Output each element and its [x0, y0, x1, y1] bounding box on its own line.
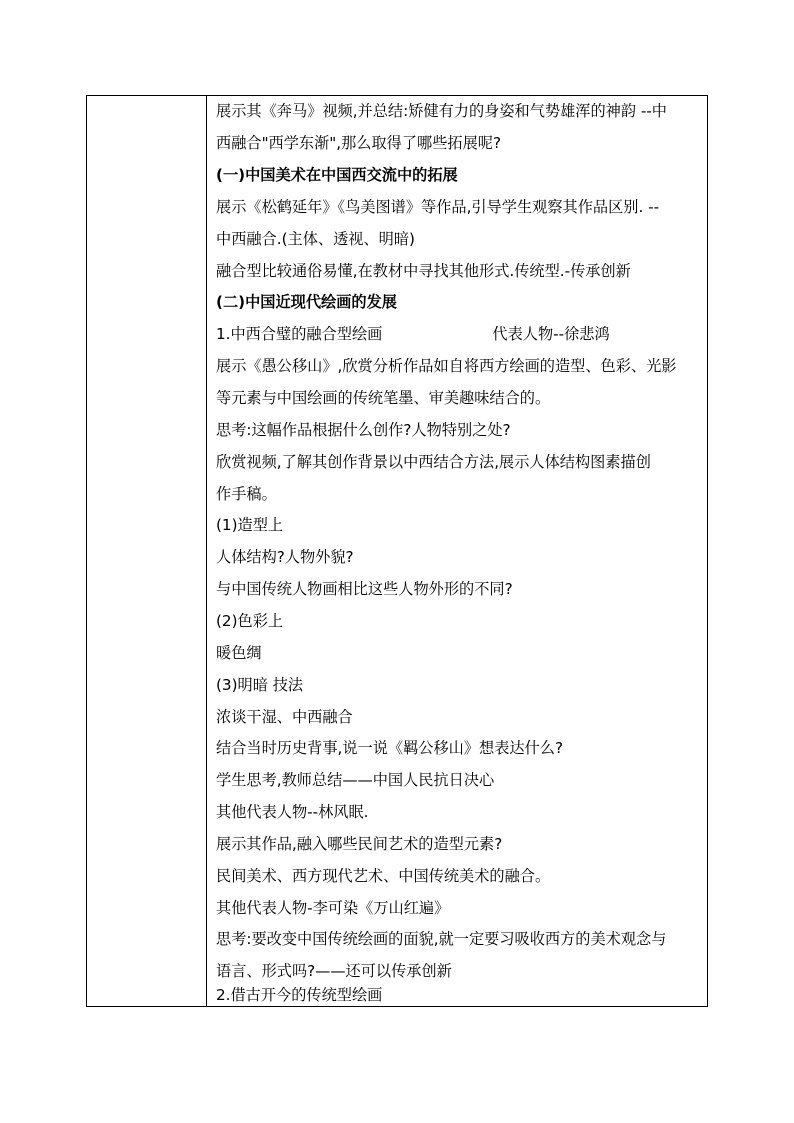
text-line: 语言、形式吗?——还可以传承创新: [216, 962, 452, 980]
text-line: (1)造型上: [216, 516, 284, 534]
text-line: 人体结构?人物外貌?: [216, 548, 354, 566]
text-line: 其他代表人物--林风眠.: [216, 803, 369, 821]
text-line: 思考:要改变中国传统绘画的面貌,就一定要习吸收西方的美术观念与: [216, 930, 667, 948]
right-column-cell: [207, 96, 707, 1006]
text-line: 浓谈干湿、中西融合: [216, 708, 353, 726]
text-line: 西融合"西学东渐",那么取得了哪些拓展呢?: [216, 134, 502, 152]
text-line: 等元素与中国绘画的传统笔墨、审美趣味结合的。: [216, 389, 551, 407]
text-line: 暖色绸: [216, 644, 262, 662]
text-line: 作手稿。: [216, 485, 277, 503]
text-line: 欣赏视频,了解其创作背景以中西结合方法,展示人体结构图素描创: [216, 453, 651, 471]
representative-person: 代表人物--徐悲鸿: [492, 325, 610, 343]
text-line: 展示其《奔马》视频,并总结:矫健有力的身姿和气势雄浑的神韵 --中: [216, 102, 667, 120]
text-line: 展示《愚公移山》,欣赏分析作品如自将西方绘画的造型、色彩、光影: [216, 357, 677, 375]
text-line: 融合型比较通俗易懂,在教材中寻找其他形式.传统型.-传承创新: [216, 262, 631, 280]
text-line: 2.借古开今的传统型绘画: [216, 986, 383, 1004]
text-line: 思考:这幅作品根据什么创作?人物特别之处?: [216, 421, 511, 439]
text-line: 展示其作品,融入哪些民间艺术的造型元素?: [216, 835, 503, 853]
text-line: 展示《松鹤延年》《鸟美图谱》等作品,引导学生观察其作品区别. --: [216, 198, 660, 216]
text-line: 与中国传统人物画相比这些人物外形的不同?: [216, 580, 513, 598]
text-line: 其他代表人物-李可染《万山红遍》: [216, 899, 450, 917]
subheading-line: [216, 324, 701, 344]
lesson-table: [86, 95, 708, 1007]
text-line: 结合当时历史背事,说一说《羁公移山》想表达什么?: [216, 739, 564, 757]
section-heading: (一)中国美术在中国西交流中的拓展: [216, 166, 458, 184]
text-line: 中西融合.(主体、透视、明暗): [216, 230, 415, 248]
text-line: (3)明暗 技法: [216, 676, 304, 694]
subheading-title: 1.中西合璧的融合型绘画: [216, 325, 383, 343]
text-line: 学生思考,教师总结——中国人民抗日决心: [216, 771, 495, 789]
section-heading: (二)中国近现代绘画的发展: [216, 293, 397, 311]
text-line: (2)色彩上: [216, 612, 284, 630]
text-line: 民间美术、西方现代艺术、中国传统美术的融合。: [216, 867, 551, 885]
left-column-cell: [87, 96, 207, 1006]
